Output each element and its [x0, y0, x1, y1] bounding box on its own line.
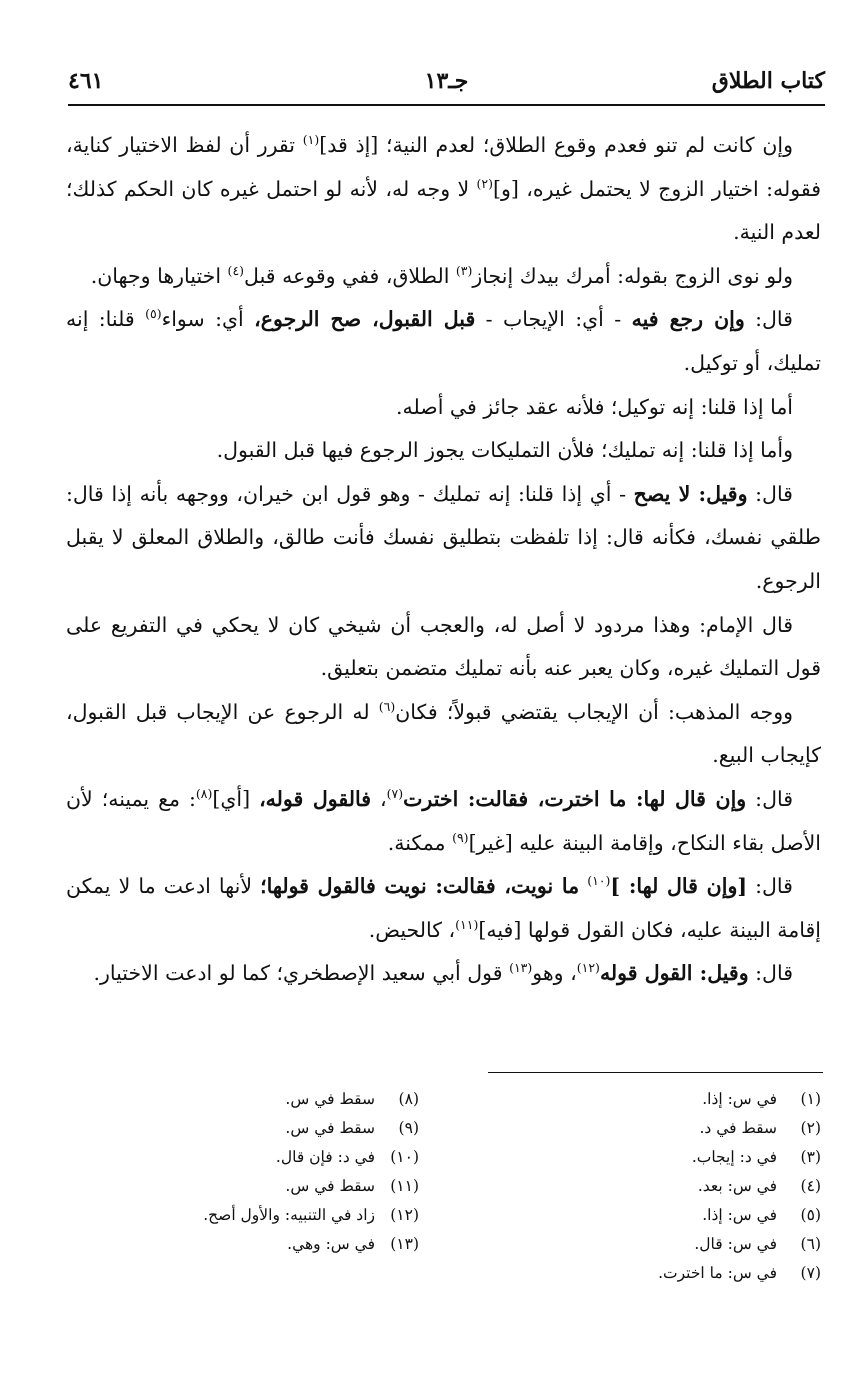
text-run: ، وهو [532, 961, 577, 986]
text-run: [أي] [212, 786, 260, 811]
footnote-divider [488, 1072, 823, 1073]
text-run: أما إذا قلنا: إنه توكيل؛ فلأنه عقد جائز في أصله. [396, 394, 793, 419]
footnote-number: (٩) [398, 1119, 419, 1137]
footnote-number: (٥) [800, 1206, 821, 1224]
page-number: ٤٦١ [68, 68, 104, 94]
text-run: قلنا: إنه تمليك، أو توكيل. [66, 307, 821, 375]
footnote-text: في س: قال. [694, 1235, 777, 1253]
text-run [579, 874, 587, 898]
footnote-text: سقط في س. [285, 1119, 375, 1137]
footnote [99, 1085, 419, 1114]
footnote-marker: (١٠) [587, 873, 611, 889]
text-run: ، كالحيض. [368, 917, 456, 942]
running-header [68, 64, 825, 106]
paragraph [66, 952, 821, 996]
footnote-marker: (٣) [455, 262, 473, 278]
text-run: قال: [748, 961, 793, 986]
footnote [99, 1172, 419, 1201]
text-run: وإن كانت لم تنو فعدم وقوع الطلاق؛ لعدم النية؛ [إذ قد] [319, 133, 793, 157]
bold-text: وقيل: لا يصح [633, 481, 748, 506]
text-run: ولو نوى الزوج بقوله: أمرك بيدك إنجاز [472, 263, 793, 288]
footnote-marker: (١) [302, 132, 320, 148]
bold-text: قبل القبول، صح الرجوع، [254, 307, 476, 332]
footnote-text: في س: بعد. [697, 1177, 777, 1195]
footnote-marker: (١١) [455, 916, 479, 932]
paragraph [66, 691, 821, 778]
footnote-marker: (١٢) [576, 960, 600, 976]
text-run: الطلاق، ففي وقوعه قبل [244, 263, 456, 288]
footnote-marker: (١٣) [509, 960, 533, 976]
paragraph [66, 429, 821, 473]
footnote [491, 1230, 821, 1259]
text-run: لأنها ادعت ما لا يمكن إقامة البينة عليه، فكان القول قولها [فيه] [66, 874, 821, 942]
text-run: قال: [747, 481, 793, 506]
bold-text: وإن قال لها: ما اخترت، فقالت: اخترت [403, 786, 747, 811]
footnote-text: في س: إذا. [702, 1206, 777, 1224]
paragraph [66, 473, 821, 604]
footnote-text: سقط في س. [285, 1090, 375, 1108]
text-run: وأما إذا قلنا: إنه تمليك؛ فلأن التمليكات يجوز الرجوع فيها قبل القبول. [216, 438, 793, 463]
footnote-text: في د: فإن قال. [275, 1148, 375, 1166]
text-run: لا وجه له، لأنه لو احتمل غيره كان الحكم كذلك؛ لعدم النية. [66, 176, 821, 245]
footnote-marker: (٩) [452, 829, 469, 845]
text-run: له الرجوع عن الإيجاب قبل القبول، كإيجاب البيع. [66, 699, 821, 768]
text-run: ، [371, 786, 387, 811]
text-run: ممكنة. [387, 830, 453, 855]
bold-text: وقيل: القول قوله [599, 961, 749, 986]
bold-text: وإن رجع فيه [631, 307, 745, 332]
bold-text: [وإن قال لها: ] [610, 874, 748, 899]
text-run: قول أبي سعيد الإصطخري؛ كما لو ادعت الاختيار. [93, 961, 510, 986]
footnote [491, 1201, 821, 1230]
footnote-number: (٦) [800, 1235, 821, 1253]
footnote-text: في س: وهي. [287, 1235, 375, 1253]
footnote-number: (١٢) [390, 1206, 419, 1224]
footnote [491, 1143, 821, 1172]
text-run: قال: [744, 307, 793, 332]
footnote-marker: (٦) [378, 698, 396, 714]
text-run: - أي إذا قلنا: إنه تمليك - وهو قول ابن خيران، ووجهه بأنه إذا قال: طلقي نفسك، فكأنه قال: إذا تلفظت بتطليق نفسك فأنت طالق، والطلاق المعلق لا يقبل الرجوع. [66, 481, 821, 593]
footnote-number: (١٣) [390, 1235, 419, 1253]
chapter-title: كتاب الطلاق [711, 68, 825, 94]
text-run: اختيارها وجهان. [90, 263, 228, 288]
footnote-text: زاد في التنبيه: والأول أصح. [203, 1206, 375, 1224]
text-run: : مع يمينه؛ لأن الأصل بقاء النكاح، وإقامة البينة عليه [غير] [66, 786, 821, 855]
paragraph [66, 865, 821, 952]
text-run: قال: [747, 874, 793, 899]
footnote-marker: (٢) [476, 175, 494, 191]
footnote-text: في د: إيجاب. [691, 1148, 777, 1166]
paragraph [66, 778, 821, 865]
footnote-number: (٨) [398, 1090, 419, 1108]
footnote-number: (١) [800, 1090, 821, 1108]
footnote-text: سقط في د. [699, 1119, 777, 1137]
footnote-marker: (٤) [227, 262, 245, 278]
footnote-marker: (٨) [195, 786, 213, 802]
bold-text: ما نويت، فقالت: نويت فالقول قولها؛ [260, 874, 580, 899]
text-run: قال: [746, 786, 794, 811]
text-run: أي: سواء [161, 307, 255, 332]
footnote [491, 1114, 821, 1143]
text-run: تقرر أن لفظ الاختيار كناية، فقوله: اختيار الزوج لا يحتمل غيره، [و] [66, 133, 821, 201]
bold-text: فالقول قوله، [259, 786, 372, 811]
text-run: قال الإمام: وهذا مردود لا أصل له، والعجب أن شيخي كان لا يحكي في التفريع على قول التمليك غيره، وكان يعبر عنه بأنه تمليك متضمن بتعليق. [66, 612, 821, 681]
footnote-number: (٢) [800, 1119, 821, 1137]
footnote [491, 1259, 821, 1288]
footnote-number: (٤) [800, 1177, 821, 1195]
paragraph [66, 255, 821, 299]
paragraph [66, 298, 821, 385]
text-run: ووجه المذهب: أن الإيجاب يقتضي قبولاً؛ فكان [395, 699, 793, 724]
paragraph [66, 604, 821, 691]
footnote [491, 1085, 821, 1114]
footnote [99, 1143, 419, 1172]
volume-label: جـ١٣ [424, 68, 469, 94]
footnote-text: في س: ما اخترت. [658, 1264, 777, 1282]
footnote-number: (٧) [800, 1264, 821, 1282]
main-text [66, 124, 821, 996]
footnote-text: في س: إذا. [702, 1090, 777, 1108]
paragraph [66, 124, 821, 255]
footnote [99, 1114, 419, 1143]
footnotes-column-right [491, 1085, 821, 1288]
footnote-number: (١٠) [390, 1148, 419, 1166]
footnote-number: (٣) [800, 1148, 821, 1166]
text-run: - أي: الإيجاب - [475, 307, 632, 332]
footnote [99, 1230, 419, 1259]
footnote-number: (١١) [390, 1177, 419, 1195]
footnote-marker: (٧) [386, 786, 404, 802]
footnote [491, 1172, 821, 1201]
paragraph [66, 386, 821, 430]
footnote [99, 1201, 419, 1230]
footnote-marker: (٥) [145, 306, 162, 322]
footnotes-column-left [99, 1085, 419, 1259]
footnote-text: سقط في س. [285, 1177, 375, 1195]
